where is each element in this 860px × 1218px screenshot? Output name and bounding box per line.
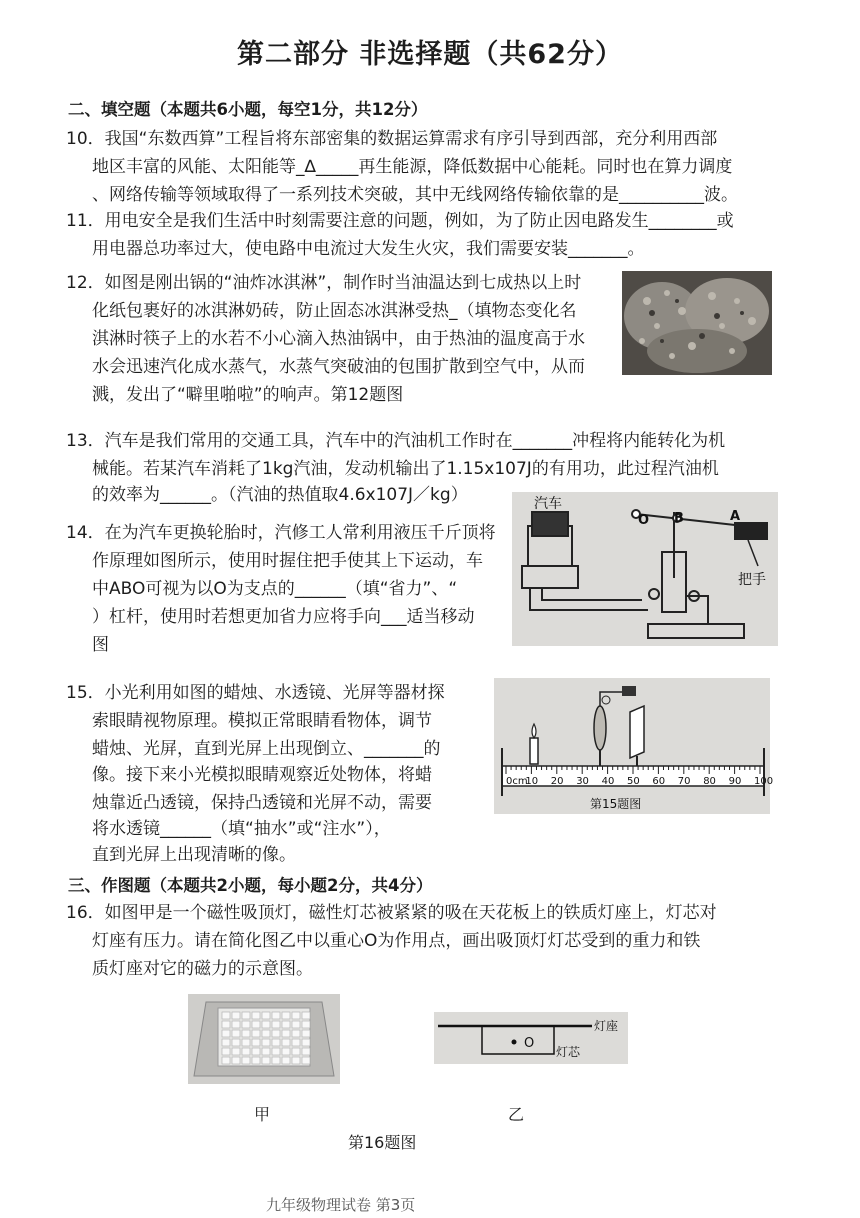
lamp-led <box>292 1030 300 1037</box>
q12-line-3: 淇淋时筷子上的水若不小心滴入热油锅中，由于热油的温度高于水 <box>92 329 585 349</box>
lamp-led <box>262 1012 270 1019</box>
lamp-led <box>222 1039 230 1046</box>
lamp-led <box>252 1030 260 1037</box>
fig14-point-a-label: A <box>730 509 741 524</box>
ruler-tick-label: 20 <box>550 776 564 787</box>
q10-line-1: 10．我国“东数西算”工程旨将东部密集的数据运算需求有序引导到西部，充分利用西部 <box>66 129 718 149</box>
lamp-led <box>302 1030 310 1037</box>
lamp-led <box>222 1021 230 1028</box>
lamp-led <box>252 1021 260 1028</box>
lamp-led <box>222 1048 230 1055</box>
lamp-led <box>282 1012 290 1019</box>
lamp-led <box>262 1021 270 1028</box>
lamp-led <box>232 1039 240 1046</box>
lamp-led <box>242 1012 250 1019</box>
q16-line-3: 质灯座对它的磁力的示意图。 <box>92 959 313 979</box>
q15-line-2: 索眼睛视物原理。模拟正常眼睛看物体，调节 <box>92 711 432 731</box>
fig15-caption: 第15题图 <box>590 797 642 811</box>
fig14-pivot-o-label: O <box>638 513 650 528</box>
ruler-tick-label: 70 <box>677 776 691 787</box>
ruler-tick-label: 100 <box>754 776 774 787</box>
lamp-led <box>222 1057 230 1064</box>
q10-line-2: 地区丰富的风能、太阳能等_∆_____再生能源，降低数据中心能耗。同时也在算力调度 <box>92 157 733 177</box>
lamp-led <box>302 1057 310 1064</box>
ruler-tick-label: 50 <box>627 776 640 787</box>
lamp-led <box>282 1039 290 1046</box>
lamp-led <box>252 1012 260 1019</box>
section-drawing-heading: 三、作图题（本题共2小题，每小题2分，共4分） <box>68 876 433 895</box>
lamp-led <box>242 1057 250 1064</box>
lamp-led <box>272 1012 280 1019</box>
ruler-tick-label: 60 <box>652 776 666 787</box>
fig14-handle-label: 把手 <box>738 572 766 588</box>
lamp-led <box>272 1039 280 1046</box>
q12-line-4: 水会迅速汽化成水蒸气，水蒸气突破油的包围扩散到空气中，从而 <box>92 357 585 377</box>
lamp-led <box>232 1048 240 1055</box>
ceiling-lamp-photo <box>188 994 340 1084</box>
fig14-point-b-label: B <box>674 511 684 526</box>
lamp-led <box>302 1021 310 1028</box>
fig16-lamp-base-label: 灯座 <box>594 1019 619 1033</box>
fig16-caption: 第16题图 <box>348 1133 417 1152</box>
ruler-tick-label: 30 <box>576 776 589 787</box>
lamp-led <box>232 1012 240 1019</box>
lamp-led <box>272 1057 280 1064</box>
q14-line-1: 14．在为汽车更换轮胎时，汽修工人常利用液压千斤顶将 <box>66 523 496 543</box>
lamp-led <box>222 1012 230 1019</box>
lamp-led <box>242 1048 250 1055</box>
q10-line-3: 、网络传输等领域取得了一系列技术突破，其中无线网络传输依靠的是__________波。 <box>92 185 738 205</box>
lamp-led <box>242 1021 250 1028</box>
lamp-led <box>262 1057 270 1064</box>
ruler-tick-label: 10 <box>525 776 539 787</box>
q14-line-5: 图 <box>92 635 109 655</box>
q13-line-3: 的效率为______。（汽油的热值取4.6x107J／kg） <box>92 485 468 505</box>
ruler-tick-label: 40 <box>601 776 615 787</box>
lamp-led <box>232 1057 240 1064</box>
q13-line-2: 械能。若某汽车消耗了1kg汽油，发动机输出了1.15x107J的有用功，此过程汽油机 <box>92 459 719 479</box>
lamp-simplified-figure <box>434 1012 628 1064</box>
hydraulic-jack-figure <box>512 492 778 646</box>
fig16-lamp-core-label: 灯芯 <box>556 1045 581 1059</box>
fried-ice-cream-photo <box>622 271 772 375</box>
fig16-center-o-label: O <box>524 1036 535 1051</box>
lamp-led <box>272 1030 280 1037</box>
lamp-led <box>282 1030 290 1037</box>
q12-line-1: 12．如图是刚出锅的“油炸冰淇淋”，制作时当油温达到七成热以上时 <box>66 273 582 293</box>
lamp-led <box>232 1030 240 1037</box>
ruler-tick-label: 90 <box>728 776 742 787</box>
ruler-tick-label: 80 <box>703 776 716 787</box>
q14-line-4: ）杠杆，使用时若想更加省力应将手向___适当移动 <box>92 607 475 627</box>
q16-line-2: 灯座有压力。请在简化图乙中以重心O为作用点，画出吸顶灯灯芯受到的重力和铁 <box>92 931 701 951</box>
lamp-led <box>222 1030 230 1037</box>
q15-line-5: 烛靠近凸透镜，保持凸透镜和光屏不动，需要 <box>92 793 432 813</box>
q14-line-3: 中ABO可视为以O为支点的______（填“省力”、“ <box>92 579 458 599</box>
q11-line-1: 11．用电安全是我们生活中时刻需要注意的问题，例如，为了防止因电路发生________或 <box>66 211 734 231</box>
q15-line-1: 15．小光利用如图的蜡烛、水透镜、光屏等器材探 <box>66 683 445 703</box>
lamp-led <box>242 1030 250 1037</box>
page-title: 第二部分 非选择题（共62分） <box>237 39 623 70</box>
q12-line-2: 化纸包裹好的冰淇淋奶砖，防止固态冰淇淋受热_（填物态变化名 <box>92 301 577 321</box>
q11-line-2: 用电器总功率过大，使电路中电流过大发生火灾，我们需要安装_______。 <box>92 239 645 259</box>
q12-line-5: 溅，发出了“噼里啪啦”的响声。第12题图 <box>92 385 404 405</box>
ruler-tick-label: 0cm <box>506 776 528 787</box>
lamp-led <box>262 1030 270 1037</box>
lamp-led <box>302 1012 310 1019</box>
lamp-led <box>262 1048 270 1055</box>
lamp-led <box>252 1057 260 1064</box>
optical-bench-figure <box>494 678 774 814</box>
lamp-led <box>282 1048 290 1055</box>
q15-line-6: 将水透镜______（填“抽水”或“注水”）， <box>92 819 391 839</box>
lamp-led <box>292 1048 300 1055</box>
fig16-jia-label: 甲 <box>254 1105 271 1124</box>
lamp-led <box>292 1021 300 1028</box>
q15-line-3: 蜡烛、光屏，直到光屏上出现倒立、_______的 <box>92 739 441 759</box>
q15-line-7: 直到光屏上出现清晰的像。 <box>92 845 296 865</box>
lamp-led <box>272 1048 280 1055</box>
section-fill-in-heading: 二、填空题（本题共6小题，每空1分，共12分） <box>68 100 428 119</box>
lamp-led <box>262 1039 270 1046</box>
fig16-yi-label: 乙 <box>508 1105 525 1124</box>
q16-line-1: 16．如图甲是一个磁性吸顶灯，磁性灯芯被紧紧的吸在天花板上的铁质灯座上，灯芯对 <box>66 903 717 923</box>
lamp-led <box>252 1039 260 1046</box>
q14-line-2: 作原理如图所示，使用时握住把手使其上下运动，车 <box>92 551 483 571</box>
page-footer: 九年级物理试卷 第3页 <box>266 1196 416 1214</box>
lamp-led <box>292 1057 300 1064</box>
q13-line-1: 13．汽车是我们常用的交通工具，汽车中的汽油机工作时在_______冲程将内能转化为机 <box>66 431 726 451</box>
lamp-led <box>302 1048 310 1055</box>
lamp-led <box>302 1039 310 1046</box>
lamp-led <box>292 1039 300 1046</box>
lamp-led <box>242 1039 250 1046</box>
lamp-led <box>252 1048 260 1055</box>
fig14-car-label: 汽车 <box>534 496 562 512</box>
lamp-led <box>282 1057 290 1064</box>
lamp-led <box>292 1012 300 1019</box>
lamp-led <box>282 1021 290 1028</box>
lamp-led <box>272 1021 280 1028</box>
q15-line-4: 像。接下来小光模拟眼睛观察近处物体，将蜡 <box>92 765 432 785</box>
lamp-led <box>232 1021 240 1028</box>
